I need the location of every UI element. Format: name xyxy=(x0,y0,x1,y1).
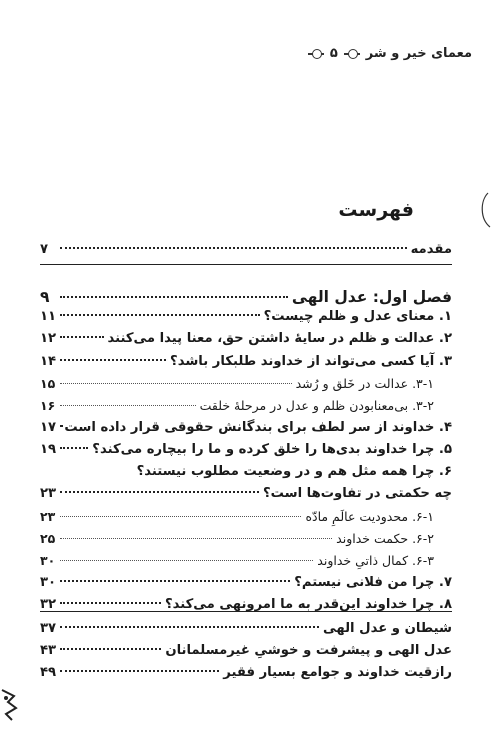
toc-subentry[interactable]: ۶-۳. کمال ذاتیِ خداوند ۳۰ xyxy=(40,553,434,568)
dot-leader xyxy=(60,336,103,338)
dot-leader xyxy=(60,447,88,449)
toc-entry[interactable]: ۷. چرا من فلانی نیستم؟ ۳۰ xyxy=(40,575,452,590)
toc-subentry[interactable]: ۳-۲. بی‌معنابودن ظلم و عدل در مرحلهٔ خلقت ۱۶ xyxy=(40,398,434,413)
dot-leader xyxy=(60,359,166,361)
ornament-icon xyxy=(344,49,360,59)
dot-leader xyxy=(60,560,313,561)
publisher-logo-icon xyxy=(0,688,22,722)
dot-leader xyxy=(60,602,161,604)
dot-leader xyxy=(60,491,259,493)
dot-leader xyxy=(60,405,196,406)
running-header xyxy=(308,46,472,61)
toc-entry[interactable]: ۲. عدالت و ظلم در سایهٔ داشتن حق، معنا پیدا می‌کنند ۱۲ xyxy=(40,331,452,346)
toc-entry[interactable]: رازقیت خداوند و جوامع بسیار فقیر ۴۹ xyxy=(40,665,452,680)
toc-entry[interactable]: ۸. چرا خداوند این‌قدر به ما امرونهی می‌کند؟ ۳۲ xyxy=(40,597,452,612)
dot-leader xyxy=(60,247,407,249)
dot-leader xyxy=(60,538,332,539)
toc-entry[interactable]: شیطان و عدل الهی ۳۷ xyxy=(40,621,452,636)
margin-curve-mark xyxy=(478,191,492,231)
toc-entry-chapter-1[interactable]: فصل اول: عدل الهی ۹ xyxy=(40,288,452,306)
toc-subentry[interactable]: ۶-۲. حکمت خداوند ۲۵ xyxy=(40,531,434,546)
toc-entry[interactable]: ۱. معنای عدل و ظلم چیست؟ ۱۱ xyxy=(40,309,452,324)
ornament-icon xyxy=(308,49,324,59)
toc-entry-continuation[interactable]: چه حکمتی در تفاوت‌ها است؟ ۲۳ xyxy=(40,486,452,501)
dot-leader xyxy=(60,296,288,298)
divider-line xyxy=(40,264,452,265)
toc-entry[interactable]: ۳. آیا کسی می‌تواند از خداوند طلبکار باشد؟ ۱۴ xyxy=(40,354,452,369)
toc-subentry[interactable]: ۳-۱. عدالت در خَلق و رُشد ۱۵ xyxy=(40,376,434,391)
dot-leader xyxy=(60,580,290,582)
page-number: ۵ xyxy=(329,46,338,61)
book-title: معمای خیر و شر xyxy=(365,46,472,61)
dot-leader xyxy=(60,626,319,628)
toc-entry[interactable]: ۶. چرا همه مثل هم و در وضعیت مطلوب نیستند؟ xyxy=(136,464,452,479)
toc-heading: فهرست xyxy=(338,199,414,221)
dot-leader xyxy=(60,670,219,672)
toc-subentry[interactable]: ۶-۱. محدودیت عالَمِ مادّه ۲۳ xyxy=(40,509,434,524)
dot-leader xyxy=(60,383,292,384)
dot-leader xyxy=(60,314,260,316)
toc-entry-intro[interactable]: مقدمه ۷ xyxy=(40,242,452,257)
dot-leader xyxy=(60,648,161,650)
toc-entry[interactable]: عدل الهی و پیشرفت و خوشیِ غیرمسلمانان ۴۳ xyxy=(40,643,452,658)
toc-entry[interactable]: ۵. چرا خداوند بدی‌ها را خلق کرده و ما را بیچاره می‌کند؟ ۱۹ xyxy=(40,442,452,457)
dot-leader xyxy=(60,516,301,517)
toc-entry[interactable]: ۴. خداوند از سر لطف برای بندگانش حقوقی قرار داده است ۱۷ xyxy=(40,420,452,435)
